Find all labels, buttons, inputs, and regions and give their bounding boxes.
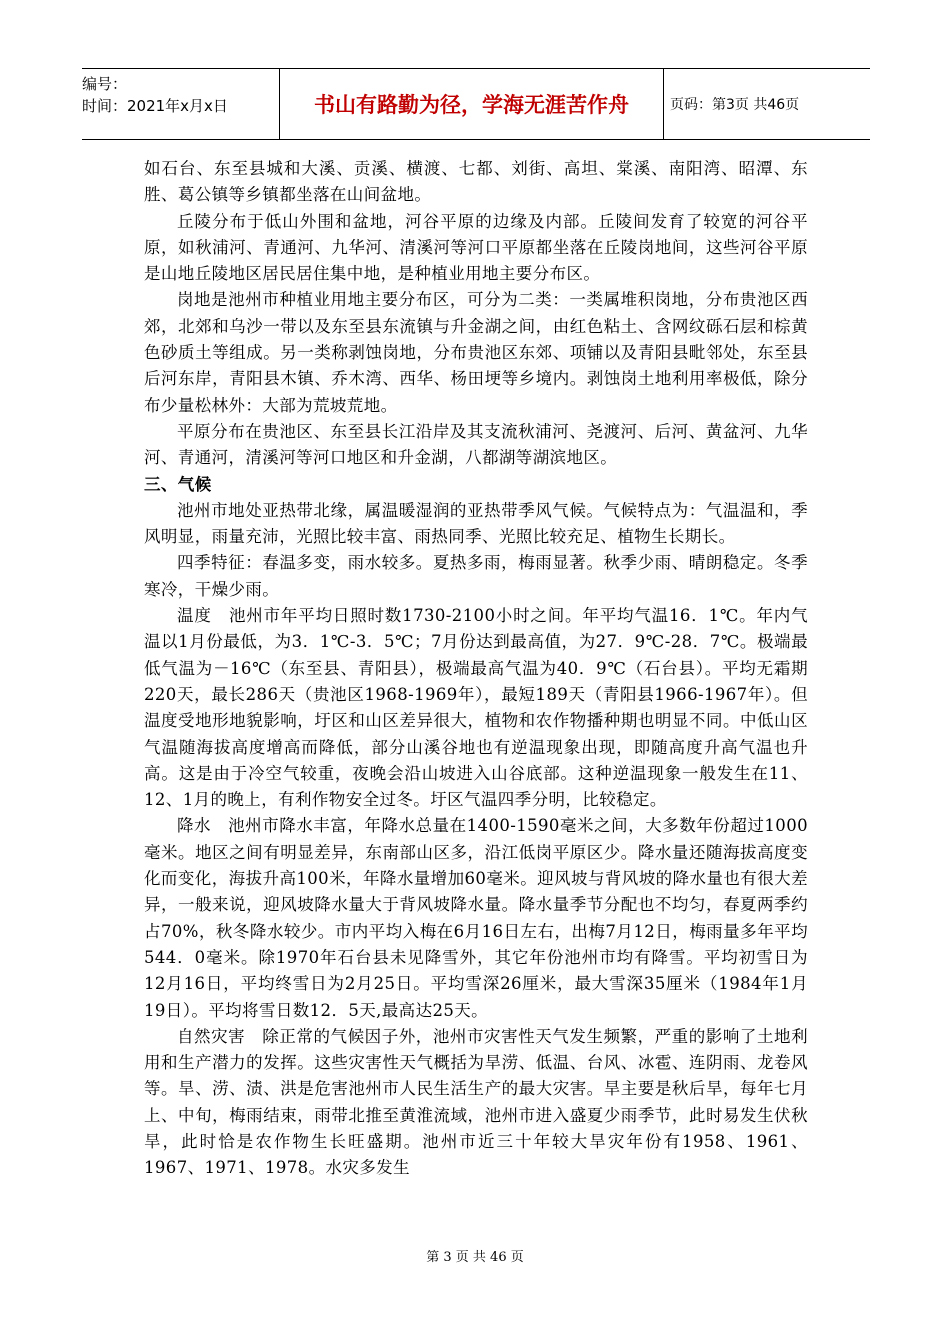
paragraph-plains: 平原分布在贵池区、东至县长江沿岸及其支流秋浦河、尧渡河、后河、黄盆河、九华河、青通河，清溪河等河口地区和升金湖，八都湖等湖滨地区。 [144, 421, 808, 468]
section-title-climate: 三、气候 [144, 474, 212, 494]
paragraph-continued: 如石台、东至县城和大溪、贡溪、横渡、七都、刘街、高坦、棠溪、南阳湾、昭潭、东胜、葛公镇等乡镇都坐落在山间盆地。 [144, 159, 808, 205]
header-meta [82, 69, 279, 139]
document-number-label: 编号： [82, 75, 128, 93]
document-date: 时间：2021年x月x日 [82, 97, 228, 115]
paragraph-precipitation: 降水 池州市降水丰富，年降水总量在1400-1590毫米之间，大多数年份超过1000毫米。地区之间有明显差异，东南部山区多，沿江低岗平原区少。降水量还随海拔高度变化而变化，海拔升高100米，年降水量增加60毫米。迎风坡与背风坡的降水量也有很大差异，一般来说，迎风坡降水量大于背风坡降水量。降水量季节分配也不均匀，春夏两季约占70%，秋冬降水较少。市内平均入梅在6月16日左右，出梅7月12日，梅雨量多年平均544．0毫米。除1970年石台县未见降雪外，其它年份池州市均有降雪。平均初雪日为12月16日，平均终雪日为2月25日。平均雪深26厘米，最大雪深35厘米（1984年1月19日）。平均将雪日数12．5天,最高达25天。 [144, 816, 808, 1020]
paragraph-temperature: 温度 池州市年平均日照时数1730-2100小时之间。年平均气温16．1℃。年内气温以1月份最低，为3．1℃-3．5℃；7月份达到最高值，为27．9℃-28．7℃。极端最低气温为－16℃（东至县、青阳县），极端最高气温为40．9℃（石台县）。平均无霜期220天，最长286天（贵池区1968-1969年），最短189天（青阳县1966-1967年）。但温度受地形地貌影响，圩区和山区差异很大，植物和农作物播种期也明显不同。中低山区气温随海拔高度增高而降低，部分山溪谷地也有逆温现象出现，即随高度升高气温也升高。这是由于冷空气较重，夜晚会沿山坡进入山谷底部。这种逆温现象一般发生在11、12、1月的晚上，有利作物安全过冬。圩区气温四季分明，比较稳定。 [144, 606, 808, 810]
header-motto: 书山有路勤为径，学海无涯苦作舟 [279, 69, 664, 139]
paragraph-hills: 丘陵分布于低山外围和盆地，河谷平原的边缘及内部。丘陵间发育了较宽的河谷平原，如秋浦河、青通河、九华河、清溪河等河口平原都坐落在丘陵岗地间，这些河谷平原是山地丘陵地区居民居住集中地，是种植业用地主要分布区。 [144, 211, 808, 284]
paragraph-uplands: 岗地是池州市种植业用地主要分布区，可分为二类：一类属堆积岗地，分布贵池区西郊，北郊和乌沙一带以及东至县东流镇与升金湖之间，由红色粘土、含网纹砾石层和棕黄色砂质土等组成。另一类称剥蚀岗地，分布贵池区东郊、项铺以及青阳县毗邻处，东至县后河东岸，青阳县木镇、乔木湾、西华、杨田埂等乡境内。剥蚀岗土地利用率极低，除分布少量松林外：大部为荒坡荒地。 [144, 290, 808, 415]
header-page-info: 页码：第3页 共46页 [670, 97, 800, 113]
page-header [82, 68, 870, 140]
page-footer: 第 3 页 共 46 页 [426, 1250, 524, 1265]
paragraph-climate-overview: 池州市地处亚热带北缘，属温暖湿润的亚热带季风气候。气候特点为：气温温和，季风明显，雨量充沛，光照比较丰富、雨热同季、光照比较充足、植物生长期长。 [144, 500, 808, 547]
paragraph-seasons: 四季特征：春温多变，雨水较多。夏热多雨，梅雨显著。秋季少雨、晴朗稳定。冬季寒冷，干燥少雨。 [144, 553, 808, 599]
document-body [144, 156, 808, 1182]
paragraph-natural-disasters: 自然灾害 除正常的气候因子外，池州市灾害性天气发生频繁，严重的影响了土地利用和生产潜力的发挥。这些灾害性天气概括为旱涝、低温、台风、冰雹、连阴雨、龙卷风等。旱、涝、渍、洪是危害池州市人民生活生产的最大灾害。旱主要是秋后旱，每年七月上、中旬，梅雨结束，雨带北推至黄淮流域，池州市进入盛夏少雨季节，此时易发生伏秋旱，此时恰是农作物生长旺盛期。池州市近三十年较大旱灾年份有1958、1961、1967、1971、1978。水灾多发生 [144, 1026, 808, 1178]
